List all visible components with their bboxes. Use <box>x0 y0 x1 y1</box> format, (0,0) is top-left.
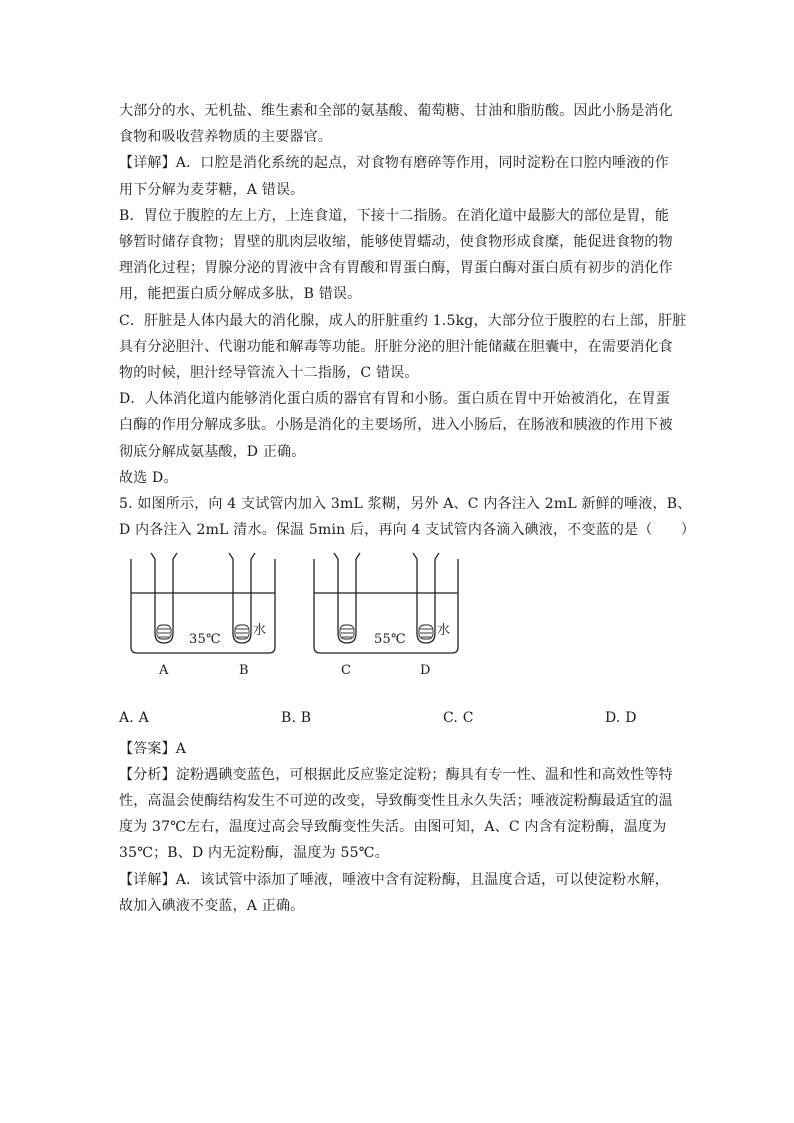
detail2-paragraph <box>119 867 679 919</box>
text-line: 用下分解为麦芽糖，A 错误。 <box>119 181 305 198</box>
tube-label-a: A <box>159 663 169 679</box>
text-line: 白酶的作用分解成多肽。小肠是消化的主要场所，进入小肠后，在肠液和胰液的作用下被 <box>119 417 673 434</box>
tube-b <box>233 559 251 643</box>
text-line: 性，高温会使酶结构发生不可逆的改变，导致酶变性且永久失活；唾液淀粉酶最适宜的温 <box>119 793 673 810</box>
text-line: 5. 如图所示，向 4 支试管内加入 3mL 浆糊，另外 A、C 内各注入 2mL 新鲜的唾液，B、 <box>119 496 692 513</box>
test-tube-diagram <box>119 549 679 699</box>
text-line: 具有分泌胆汁、代谢功能和解毒等功能。肝脏分泌的胆汁能储藏在胆囊中，在需要消化食 <box>119 338 673 355</box>
tube-label-b: B <box>239 663 249 679</box>
detail-d-paragraph <box>119 386 679 465</box>
tube-a <box>155 559 173 643</box>
option-b: B. B <box>281 710 312 727</box>
text-line: 度为 37℃左右，温度过高会导致酶变性失活。由图可知，A、C 内含有淀粉酶，温度为 <box>119 819 667 836</box>
text-line: C．肝脏是人体内最大的消化腺，成人的肝脏重约 1.5kg，大部分位于腹腔的右上部，肝脏 <box>119 312 687 329</box>
text-line: 故加入碘液不变蓝，A 正确。 <box>119 897 305 914</box>
tube-c <box>338 559 356 643</box>
text-line: D．人体消化道内能够消化蛋白质的器官有胃和小肠。蛋白质在胃中开始被消化，在胃蛋 <box>119 391 671 408</box>
text-line: 物的时候，胆汁经导管流入十二指肠，C 错误。 <box>119 365 419 382</box>
option-c: C. C <box>443 710 474 727</box>
choice-line: 故选 D。 <box>119 469 178 486</box>
text-line: 【分析】淀粉遇碘变蓝色，可根据此反应鉴定淀粉；酶具有专一性、温和性和高效性等特 <box>119 766 673 783</box>
temp-label-right: 55℃ <box>374 632 406 648</box>
text-line: 食物和吸收营养物质的主要器官。 <box>119 129 332 146</box>
option-d: D. D <box>605 710 637 727</box>
tube-label-c: C <box>341 663 352 679</box>
text-line: 够暂时储存食物；胃壁的肌肉层收缩，能够使胃蠕动，使食物形成食糜，能促进食物的物 <box>119 234 673 251</box>
temp-label-left: 35℃ <box>189 632 221 648</box>
text-line: D 内各注入 2mL 清水。保温 5min 后，再向 4 支试管内各滴入碘液，不变蓝的是（ ） <box>119 522 696 539</box>
text-line: 【详解】A．该试管中添加了唾液，唾液中含有淀粉酶，且温度合适，可以使淀粉水解， <box>119 871 669 888</box>
detail-b-paragraph <box>119 203 679 308</box>
option-a: A. A <box>119 710 149 727</box>
text-line: 大部分的水、无机盐、维生素和全部的氨基酸、葡萄糖、甘油和脂肪酸。因此小肠是消化 <box>119 103 673 119</box>
detail-c-paragraph <box>119 308 687 387</box>
text-line: B．胃位于腹腔的左上方，上连食道，下接十二指肠。在消化道中最膨大的部位是胃，能 <box>119 207 670 224</box>
water-label-b: 水 <box>253 623 267 639</box>
text-line: 理消化过程；胃腺分泌的胃液中含有胃酸和胃蛋白酶，胃蛋白酶对蛋白质有初步的消化作 <box>119 260 673 277</box>
text-line: 彻底分解成氨基酸，D 正确。 <box>119 443 306 460</box>
experiment-figure <box>119 549 679 699</box>
intro-paragraph <box>119 98 679 150</box>
answer-options <box>119 705 679 731</box>
tube-label-d: D <box>420 663 431 679</box>
text-line: 用，能把蛋白质分解成多肽，B 错误。 <box>119 286 362 303</box>
water-label-d: 水 <box>437 623 451 639</box>
text-line: 35℃；B、D 内无淀粉酶，温度为 55℃。 <box>119 845 389 862</box>
text-line: 【详解】A．口腔是消化系统的起点，对食物有磨碎等作用，同时淀粉在口腔内唾液的作 <box>119 155 669 172</box>
tube-d <box>417 559 435 643</box>
question-paragraph <box>119 491 696 543</box>
analysis-paragraph <box>119 762 679 867</box>
answer-line: 【答案】A <box>119 740 187 757</box>
detail-a-paragraph <box>119 150 679 202</box>
document-page <box>119 98 696 919</box>
